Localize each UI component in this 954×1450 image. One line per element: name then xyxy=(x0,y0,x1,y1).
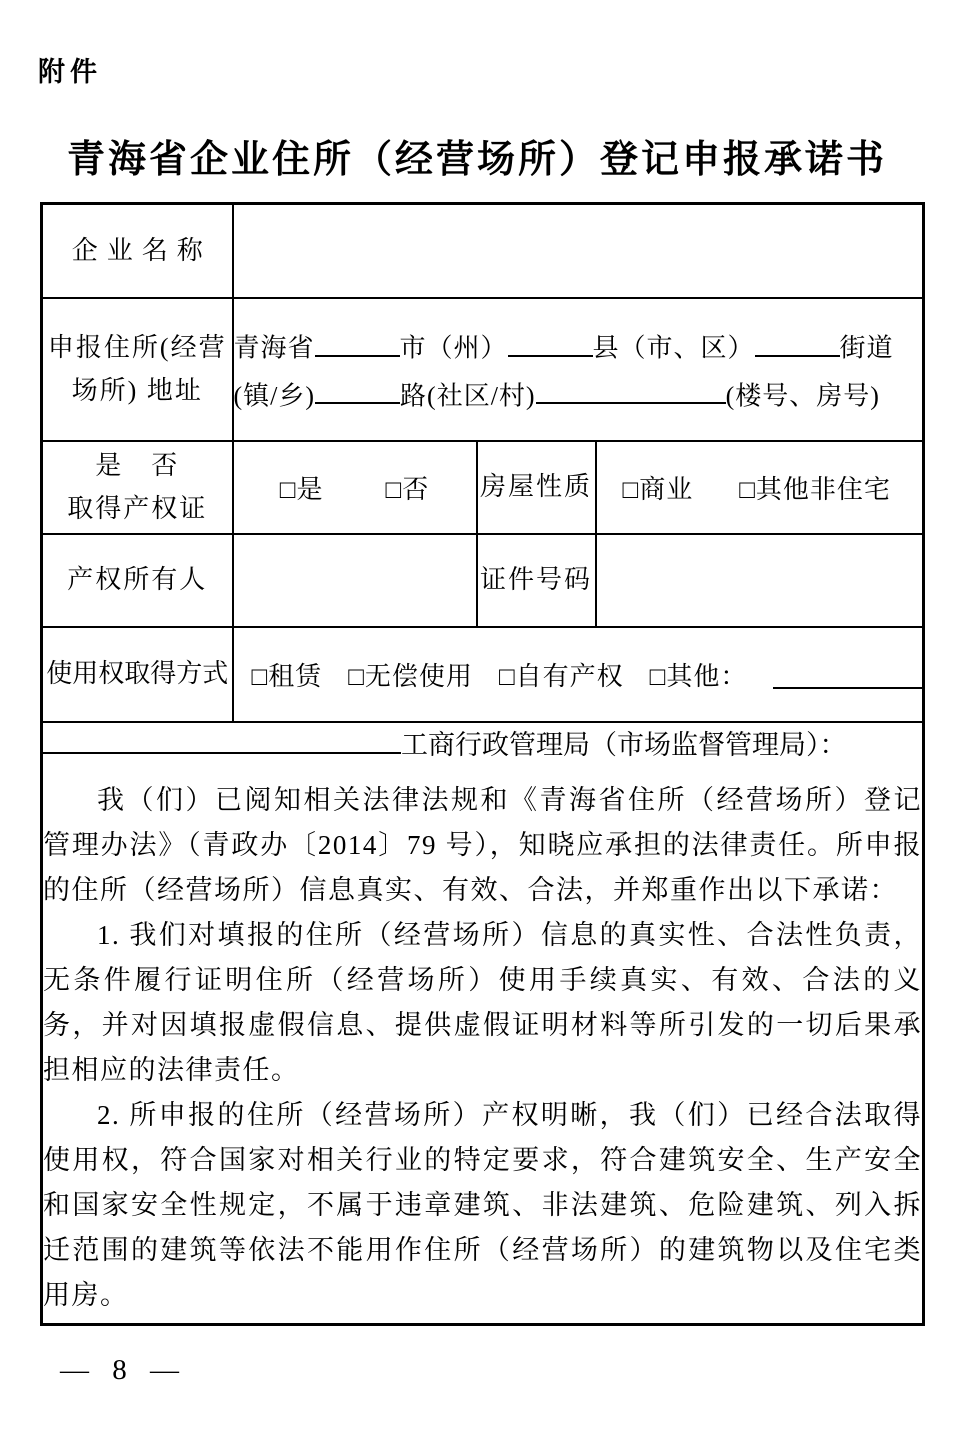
checkbox-usage-lease[interactable]: □租赁 xyxy=(251,662,323,691)
house-nature-options-cell xyxy=(596,441,924,534)
usage-right-options-cell xyxy=(233,627,924,722)
address-street-suffix-text: 街道 xyxy=(839,333,894,363)
row-property-owner xyxy=(42,534,924,627)
address-road-suffix-text: 路(社区/村) xyxy=(400,380,536,410)
checkbox-nature-other-nonresidential[interactable]: □其他非住宅 xyxy=(739,475,891,504)
blank-field-road[interactable] xyxy=(315,375,400,404)
property-owner-input-cell[interactable] xyxy=(233,534,477,627)
blank-field-community[interactable] xyxy=(536,375,726,404)
address-room-suffix-text: (楼号、房号) xyxy=(725,380,880,410)
property-cert-label-line2: 取得产权证 xyxy=(67,493,208,523)
house-nature-label: 房屋性质 xyxy=(477,441,596,534)
address-city-suffix-text: 市（州） xyxy=(399,333,508,363)
commitment-cell xyxy=(42,722,924,1325)
address-town-prefix-text: (镇/乡) xyxy=(233,380,316,410)
row-address xyxy=(42,298,924,441)
address-line-1 xyxy=(234,327,923,364)
authority-suffix-text: 工商行政管理局（市场监督管理局）： xyxy=(401,730,847,760)
address-label-line2: 场所) 地址 xyxy=(71,375,203,405)
address-label-line1: 申报住所(经营 xyxy=(47,332,227,362)
usage-right-label: 使用权取得方式 xyxy=(42,627,233,722)
property-cert-label-line1: 是 否 xyxy=(95,450,180,480)
blank-field-city-state[interactable] xyxy=(315,327,400,356)
salutation-line xyxy=(43,723,922,762)
row-commitment xyxy=(42,722,924,1325)
attachment-label: 附件 xyxy=(38,57,102,87)
checkbox-usage-other[interactable]: □其他： xyxy=(649,662,748,691)
property-owner-label: 产权所有人 xyxy=(42,534,233,627)
row-enterprise-name xyxy=(42,204,924,299)
enterprise-name-input-cell[interactable] xyxy=(233,204,924,299)
blank-field-authority-name[interactable] xyxy=(43,724,401,754)
blank-field-county[interactable] xyxy=(508,327,593,356)
id-number-input-cell[interactable] xyxy=(596,534,924,627)
blank-field-street[interactable] xyxy=(755,327,840,356)
registration-form-table xyxy=(40,202,925,1326)
address-line-2 xyxy=(234,375,923,412)
checkbox-nature-commercial[interactable]: □商业 xyxy=(622,475,694,504)
row-usage-right xyxy=(42,627,924,722)
checkbox-cert-yes[interactable]: □是 xyxy=(279,475,324,504)
checkbox-usage-own-property[interactable]: □自有产权 xyxy=(498,662,624,691)
checkbox-cert-no[interactable]: □否 xyxy=(385,475,430,504)
address-province-text: 青海省 xyxy=(233,333,315,363)
page-title: 青海省企业住所（经营场所）登记申报承诺书 xyxy=(66,139,887,181)
page-number: — 8 — xyxy=(60,1354,179,1386)
enterprise-name-label: 企业名称 xyxy=(42,204,233,299)
blank-field-usage-other[interactable] xyxy=(773,660,922,689)
property-cert-options-cell xyxy=(233,441,477,534)
id-number-label: 证件号码 xyxy=(477,534,596,627)
property-cert-label xyxy=(42,441,233,534)
row-property-cert xyxy=(42,441,924,534)
commitment-item-1: 1. 我们对填报的住所（经营场所）信息的真实性、合法性负责，无条件履行证明住所（经营场所）使用手续真实、有效、合法的义务，并对因填报虚假信息、提供虚假证明材料等所引发的一切后果承担相应的法律责任。 xyxy=(43,920,923,1085)
address-county-suffix-text: 县（市、区） xyxy=(592,333,755,363)
checkbox-usage-free-use[interactable]: □无偿使用 xyxy=(348,662,473,691)
address-input-cell xyxy=(233,298,924,441)
address-label xyxy=(42,298,233,441)
commitment-intro-paragraph: 我（们）已阅知相关法律法规和《青海省住所（经营场所）登记管理办法》（青政办〔2014〕79 号），知晓应承担的法律责任。所申报的住所（经营场所）信息真实、有效、合法，并郑重作出以下承诺： xyxy=(43,785,923,905)
commitment-item-2: 2. 所申报的住所（经营场所）产权明晰，我（们）已经合法取得使用权，符合国家对相关行业的特定要求，符合建筑安全、生产安全和国家安全性规定，不属于违章建筑、非法建筑、危险建筑、列入拆迁范围的建筑等依法不能用作住所（经营场所）的建筑物以及住宅类用房。 xyxy=(43,1100,923,1310)
